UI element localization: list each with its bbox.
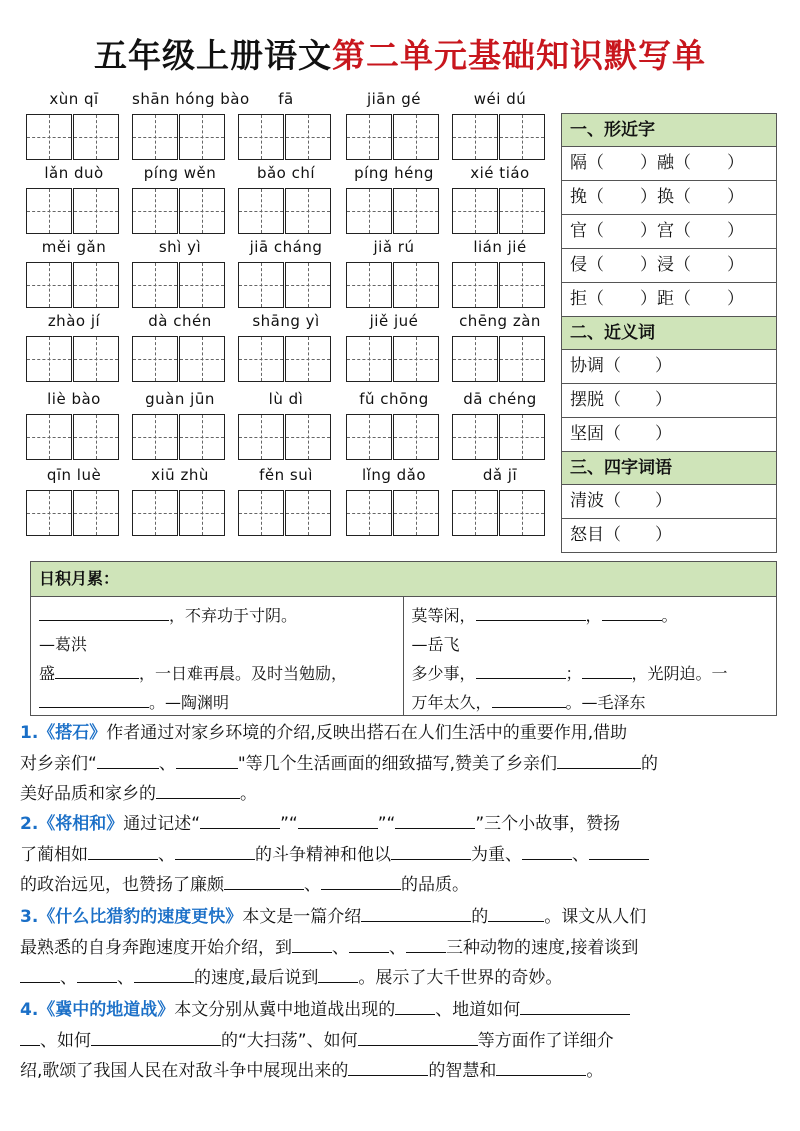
pinyin-row <box>26 312 556 386</box>
pinyin-row <box>26 390 556 464</box>
blank[interactable] <box>39 602 169 621</box>
writing-box[interactable] <box>285 490 331 536</box>
blank[interactable] <box>582 660 632 679</box>
synonym-item[interactable]: 坚固（ ） <box>562 418 776 452</box>
section-similar-chars: 一、形近字 <box>562 114 776 147</box>
pinyin-word <box>26 238 122 308</box>
accum-heading: 日积月累： <box>31 562 776 597</box>
writing-box[interactable] <box>132 188 178 234</box>
pinyin-label: píng wěn <box>143 164 217 182</box>
page-title <box>0 30 800 77</box>
pinyin-label: guàn jūn <box>145 390 215 408</box>
pinyin-label: dǎ jī <box>482 466 518 484</box>
pinyin-row <box>26 238 556 312</box>
writing-box[interactable] <box>179 490 225 536</box>
writing-box[interactable] <box>132 262 178 308</box>
pinyin-label: fěn suì <box>259 466 313 484</box>
writing-box[interactable] <box>346 414 392 460</box>
writing-box[interactable] <box>452 414 498 460</box>
pinyin-row <box>26 90 556 164</box>
writing-box[interactable] <box>238 262 284 308</box>
pinyin-label: lǐng dǎo <box>361 466 427 484</box>
pinyin-word <box>132 390 228 460</box>
idiom-item[interactable]: 怒目（ ） <box>570 525 672 545</box>
pinyin-word <box>26 312 122 382</box>
writing-box[interactable] <box>346 336 392 382</box>
writing-box[interactable] <box>452 188 498 234</box>
writing-box[interactable] <box>499 188 545 234</box>
pinyin-label: shāng yì <box>252 312 320 330</box>
title-black: 五年级上册语文 <box>94 36 332 75</box>
synonym-item[interactable]: 摆脱（ ） <box>562 384 776 418</box>
pinyin-label: lián jié <box>473 238 527 256</box>
writing-box[interactable] <box>26 114 72 160</box>
similar-pair[interactable]: 侵（ ）浸（ ） <box>562 249 776 283</box>
daily-accumulation <box>30 561 777 716</box>
writing-box[interactable] <box>393 336 439 382</box>
side-panel <box>561 113 777 553</box>
pinyin-label: wéi dú <box>473 90 527 108</box>
pinyin-label: shān hóng bào <box>132 90 250 108</box>
writing-box[interactable] <box>393 114 439 160</box>
pinyin-word <box>238 312 334 382</box>
writing-box[interactable] <box>499 114 545 160</box>
writing-box[interactable] <box>179 336 225 382</box>
pinyin-label: dà chén <box>148 312 212 330</box>
pinyin-label: lù dì <box>268 390 304 408</box>
writing-box[interactable] <box>346 262 392 308</box>
accum-left: ，不弃功于寸阴。 —葛洪 盛 ，一日难再晨。及时当勉励， 。—陶渊明 <box>31 597 404 715</box>
pinyin-label: xiū zhù <box>151 466 209 484</box>
writing-box[interactable] <box>26 490 72 536</box>
pinyin-word <box>452 164 548 234</box>
pinyin-label: píng héng <box>354 164 434 182</box>
pinyin-word <box>26 466 122 536</box>
pinyin-word <box>238 238 334 308</box>
pinyin-word <box>346 238 442 308</box>
writing-box[interactable] <box>285 114 331 160</box>
writing-box[interactable] <box>499 262 545 308</box>
writing-box[interactable] <box>285 336 331 382</box>
author-yue-fei: —岳飞 <box>411 635 460 654</box>
writing-box[interactable] <box>285 262 331 308</box>
writing-box[interactable] <box>499 336 545 382</box>
pinyin-label: liè bào <box>47 390 101 408</box>
pinyin-label: jiě jué <box>369 312 419 330</box>
pinyin-label: xùn qī <box>49 90 99 108</box>
pinyin-label: fā <box>278 90 294 108</box>
writing-box[interactable] <box>238 490 284 536</box>
writing-box[interactable] <box>26 414 72 460</box>
pinyin-label: fǔ chōng <box>359 390 429 408</box>
pinyin-word <box>452 390 548 460</box>
pinyin-label: měi gǎn <box>41 238 107 256</box>
writing-box[interactable] <box>73 262 119 308</box>
writing-box[interactable] <box>73 490 119 536</box>
writing-box[interactable] <box>499 490 545 536</box>
author-ge-hong: —葛洪 <box>39 635 88 654</box>
pinyin-word <box>346 390 442 460</box>
writing-box[interactable] <box>179 114 225 160</box>
pinyin-word <box>132 164 228 234</box>
writing-box[interactable] <box>179 414 225 460</box>
writing-box[interactable] <box>132 114 178 160</box>
question-4: 4.《冀中的地道战》本文分别从冀中地道战出现的 、地道如何 、如何 的“大扫荡”、如何 等方面作了详细介 绍,歌颂了我国人民在对敌斗争中展现出来的 的智慧和 。 <box>20 995 780 1087</box>
writing-box[interactable] <box>73 336 119 382</box>
pinyin-word <box>238 390 334 460</box>
pinyin-label: lǎn duò <box>44 164 104 182</box>
writing-box[interactable] <box>393 414 439 460</box>
pinyin-word <box>238 466 334 536</box>
writing-box[interactable] <box>393 490 439 536</box>
writing-box[interactable] <box>346 188 392 234</box>
similar-pair[interactable]: 挽（ ）换（ ） <box>562 181 776 215</box>
writing-box[interactable] <box>238 414 284 460</box>
question-3: 3.《什么比猎豹的速度更快》本文是一篇介绍 的 。课文从人们 最熟悉的自身奔跑速度开始介绍，到 、 、 三种动物的速度,接着谈到 、 、 的速度,最后说到 。展示了大千世界的奇妙。 <box>20 902 780 994</box>
title-red: 第二单元基础知识默写单 <box>332 36 706 75</box>
pinyin-label: shì yì <box>158 238 202 256</box>
question-1: 1.《搭石》作者通过对家乡环境的介绍,反映出搭石在人们生活中的重要作用,借助 对乡亲们“ 、 "等几个生活画面的细致描写,赞美了乡亲们 的 美好品质和家乡的 。 <box>20 723 659 804</box>
pinyin-label: xié tiáo <box>470 164 530 182</box>
writing-box[interactable] <box>132 414 178 460</box>
pinyin-word <box>132 238 228 308</box>
pinyin-word <box>346 90 442 160</box>
writing-box[interactable] <box>179 262 225 308</box>
pinyin-word <box>346 312 442 382</box>
writing-box[interactable] <box>73 414 119 460</box>
similar-pair[interactable]: 隔（ ）融（ ） <box>562 147 776 181</box>
section-synonyms: 二、近义词 <box>562 317 776 350</box>
writing-box[interactable] <box>285 414 331 460</box>
pinyin-word <box>26 164 122 234</box>
pinyin-word <box>26 390 122 460</box>
pinyin-word <box>346 164 442 234</box>
pinyin-word <box>452 90 548 160</box>
pinyin-word <box>346 466 442 536</box>
pinyin-word <box>452 312 548 382</box>
pinyin-label: jiǎ rú <box>373 238 415 256</box>
pinyin-word <box>452 238 548 308</box>
writing-box[interactable] <box>452 336 498 382</box>
pinyin-label: jiā cháng <box>249 238 323 256</box>
writing-box[interactable] <box>346 114 392 160</box>
pinyin-label: qīn luè <box>46 466 102 484</box>
blank[interactable] <box>492 689 566 708</box>
accum-right: 莫等闲， ， 。 —岳飞 多少事， ； ，光阴迫。一 万年太久， 。—毛泽东 <box>404 597 777 715</box>
pinyin-label: bǎo chí <box>256 164 316 182</box>
pinyin-word <box>238 90 334 160</box>
pinyin-label: zhào jí <box>47 312 101 330</box>
writing-box[interactable] <box>26 262 72 308</box>
writing-box[interactable] <box>393 188 439 234</box>
writing-box[interactable] <box>132 336 178 382</box>
writing-box[interactable] <box>452 262 498 308</box>
pinyin-word <box>132 312 228 382</box>
writing-box[interactable] <box>26 336 72 382</box>
writing-box[interactable] <box>179 188 225 234</box>
blank[interactable] <box>476 660 566 679</box>
similar-pair[interactable]: 官（ ）宫（ ） <box>562 215 776 249</box>
similar-pair[interactable]: 拒（ ）距（ ） <box>562 283 776 317</box>
question-2: 2.《将相和》通过记述“ ”“ ”“ ”三个小故事，赞扬 了蔺相如 、 的斗争精神和他以 为重、 、 的政治远见，也赞扬了廉颇 、 的品质。 <box>20 809 780 901</box>
writing-box[interactable] <box>238 336 284 382</box>
pinyin-label: jiān gé <box>366 90 422 108</box>
section-four-char-words: 三、四字词语 <box>562 452 776 485</box>
writing-box[interactable] <box>285 188 331 234</box>
synonym-item[interactable]: 协调（ ） <box>562 350 776 384</box>
writing-box[interactable] <box>452 114 498 160</box>
writing-box[interactable] <box>73 188 119 234</box>
writing-box[interactable] <box>393 262 439 308</box>
blank[interactable] <box>39 689 149 708</box>
blank[interactable] <box>602 602 662 621</box>
pinyin-word <box>238 164 334 234</box>
pinyin-word <box>452 466 548 536</box>
idiom-item[interactable]: 清波（ ） <box>562 485 776 519</box>
writing-box[interactable] <box>346 490 392 536</box>
writing-box[interactable] <box>499 414 545 460</box>
pinyin-row <box>26 466 556 540</box>
writing-box[interactable] <box>26 188 72 234</box>
pinyin-word <box>26 90 122 160</box>
writing-box[interactable] <box>132 490 178 536</box>
pinyin-row <box>26 164 556 238</box>
pinyin-label: chēng zàn <box>459 312 541 330</box>
writing-box[interactable] <box>238 188 284 234</box>
writing-box[interactable] <box>238 114 284 160</box>
blank[interactable] <box>476 602 586 621</box>
pinyin-label: dā chéng <box>463 390 537 408</box>
pinyin-word <box>132 466 228 536</box>
blank[interactable] <box>55 660 139 679</box>
pinyin-word <box>132 90 250 160</box>
writing-box[interactable] <box>452 490 498 536</box>
writing-box[interactable] <box>73 114 119 160</box>
